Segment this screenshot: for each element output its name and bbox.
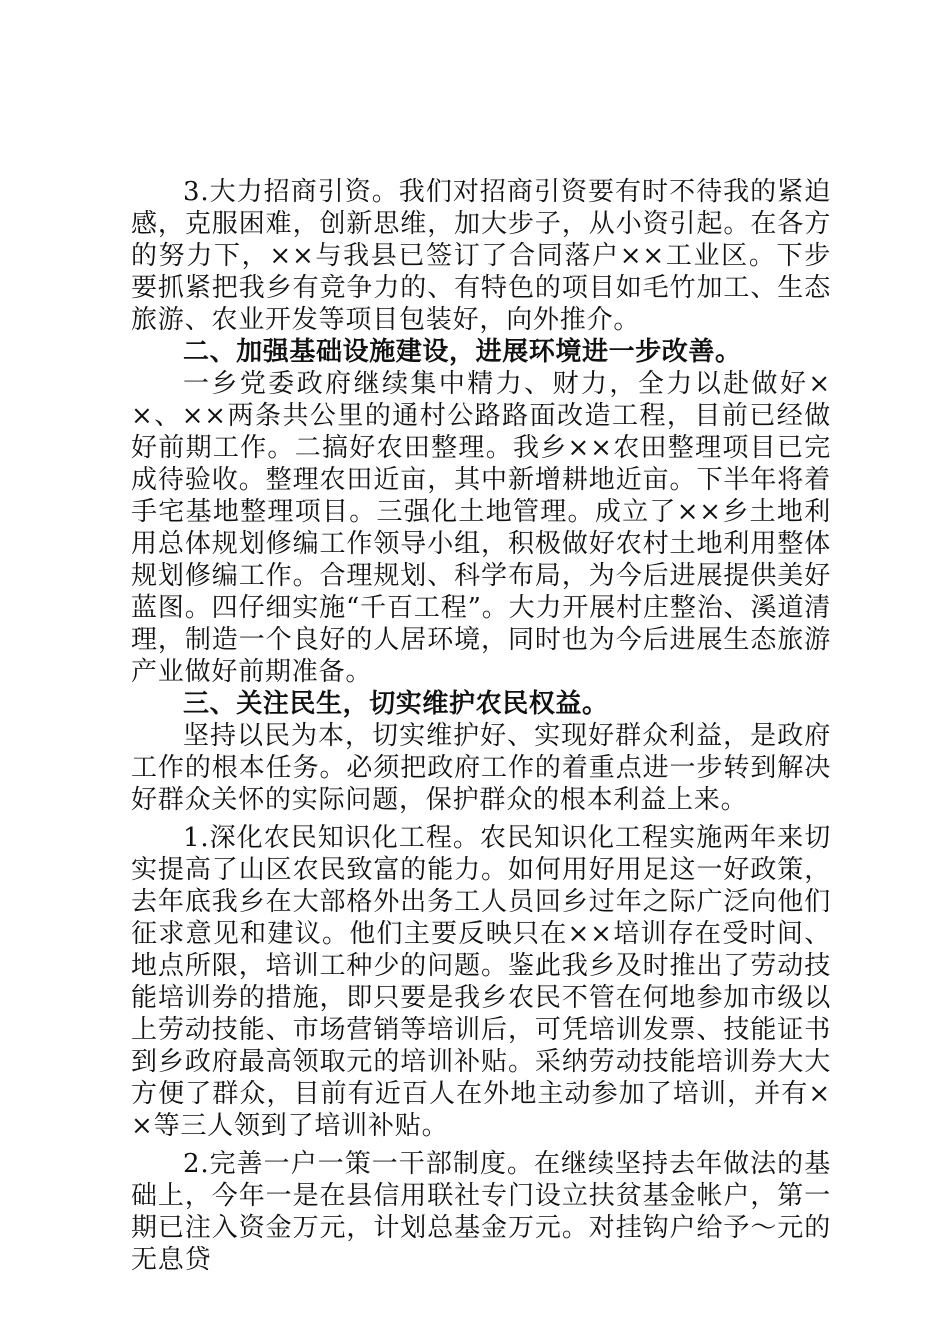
document-body: [131, 176, 831, 1276]
paragraph-farmer-knowledge: 1.深化农民知识化工程。农民知识化工程实施两年来切实提高了山区农民致富的能力。如何用好用足这一好政策，去年底我乡在大部格外出务工人员回乡过年之际广泛向他们征求意见和建议。他们主要反映只在××培训存在受时间、地点所限，培训工种少的问题。鉴此我乡及时推出了劳动技能培训券的措施，即只要是我乡农民不管在何地参加市级以上劳动技能、市场营销等培训后，可凭培训发票、技能证书到乡政府最高领取元的培训补贴。采纳劳动技能培训券大大方便了群众，目前有近百人在外地主动参加了培训，并有××等三人领到了培训补贴。: [131, 823, 831, 1141]
paragraph-infrastructure: 一乡党委政府继续集中精力、财力，全力以赴做好××、××两条共公里的通村公路路面改造工程，目前已经做好前期工作。二搞好农田整理。我乡××农田整理项目已完成待验收。整理农田近亩，其中新增耕地近亩。下半年将着手宅基地整理项目。三强化土地管理。成立了××乡土地利用总体规划修编工作领导小组，积极做好农村土地利用整体规划修编工作。合理规划、科学布局，为今后进展提供美好蓝图。四仔细实施“千百工程”。大力开展村庄整治、溪道清理，制造一个良好的人居环境，同时也为今后进展生态旅游产业做好前期准备。: [131, 369, 831, 687]
section-heading-livelihood: 三、关注民生，切实维护农民权益。: [183, 689, 609, 719]
paragraph-livelihood-intro: 坚持以民为本，切实维护好、实现好群众利益，是政府工作的根本任务。必须把政府工作的着重点进一步转到解决好群众关怀的实际问题，保护群众的根本利益上来。: [131, 721, 831, 815]
paragraph-one-household-policy: 2.完善一户一策一干部制度。在继续坚持去年做法的基础上，今年一是在县信用联社专门设立扶贫基金帐户，第一期已注入资金万元，计划总基金万元。对挂钩户给予～元的无息贷: [131, 1149, 831, 1275]
section-heading-infrastructure: 二、加强基础设施建设，进展环境进一步改善。: [183, 337, 742, 367]
paragraph-investment: 3.大力招商引资。我们对招商引资要有时不待我的紧迫感，克服困难，创新思维，加大步子，从小资引起。在各方的努力下，××与我县已签订了合同落户××工业区。下步要抓紧把我乡有竞争力的、有特色的项目如毛竹加工、生态旅游、农业开发等项目包装好，向外推介。: [131, 177, 831, 335]
